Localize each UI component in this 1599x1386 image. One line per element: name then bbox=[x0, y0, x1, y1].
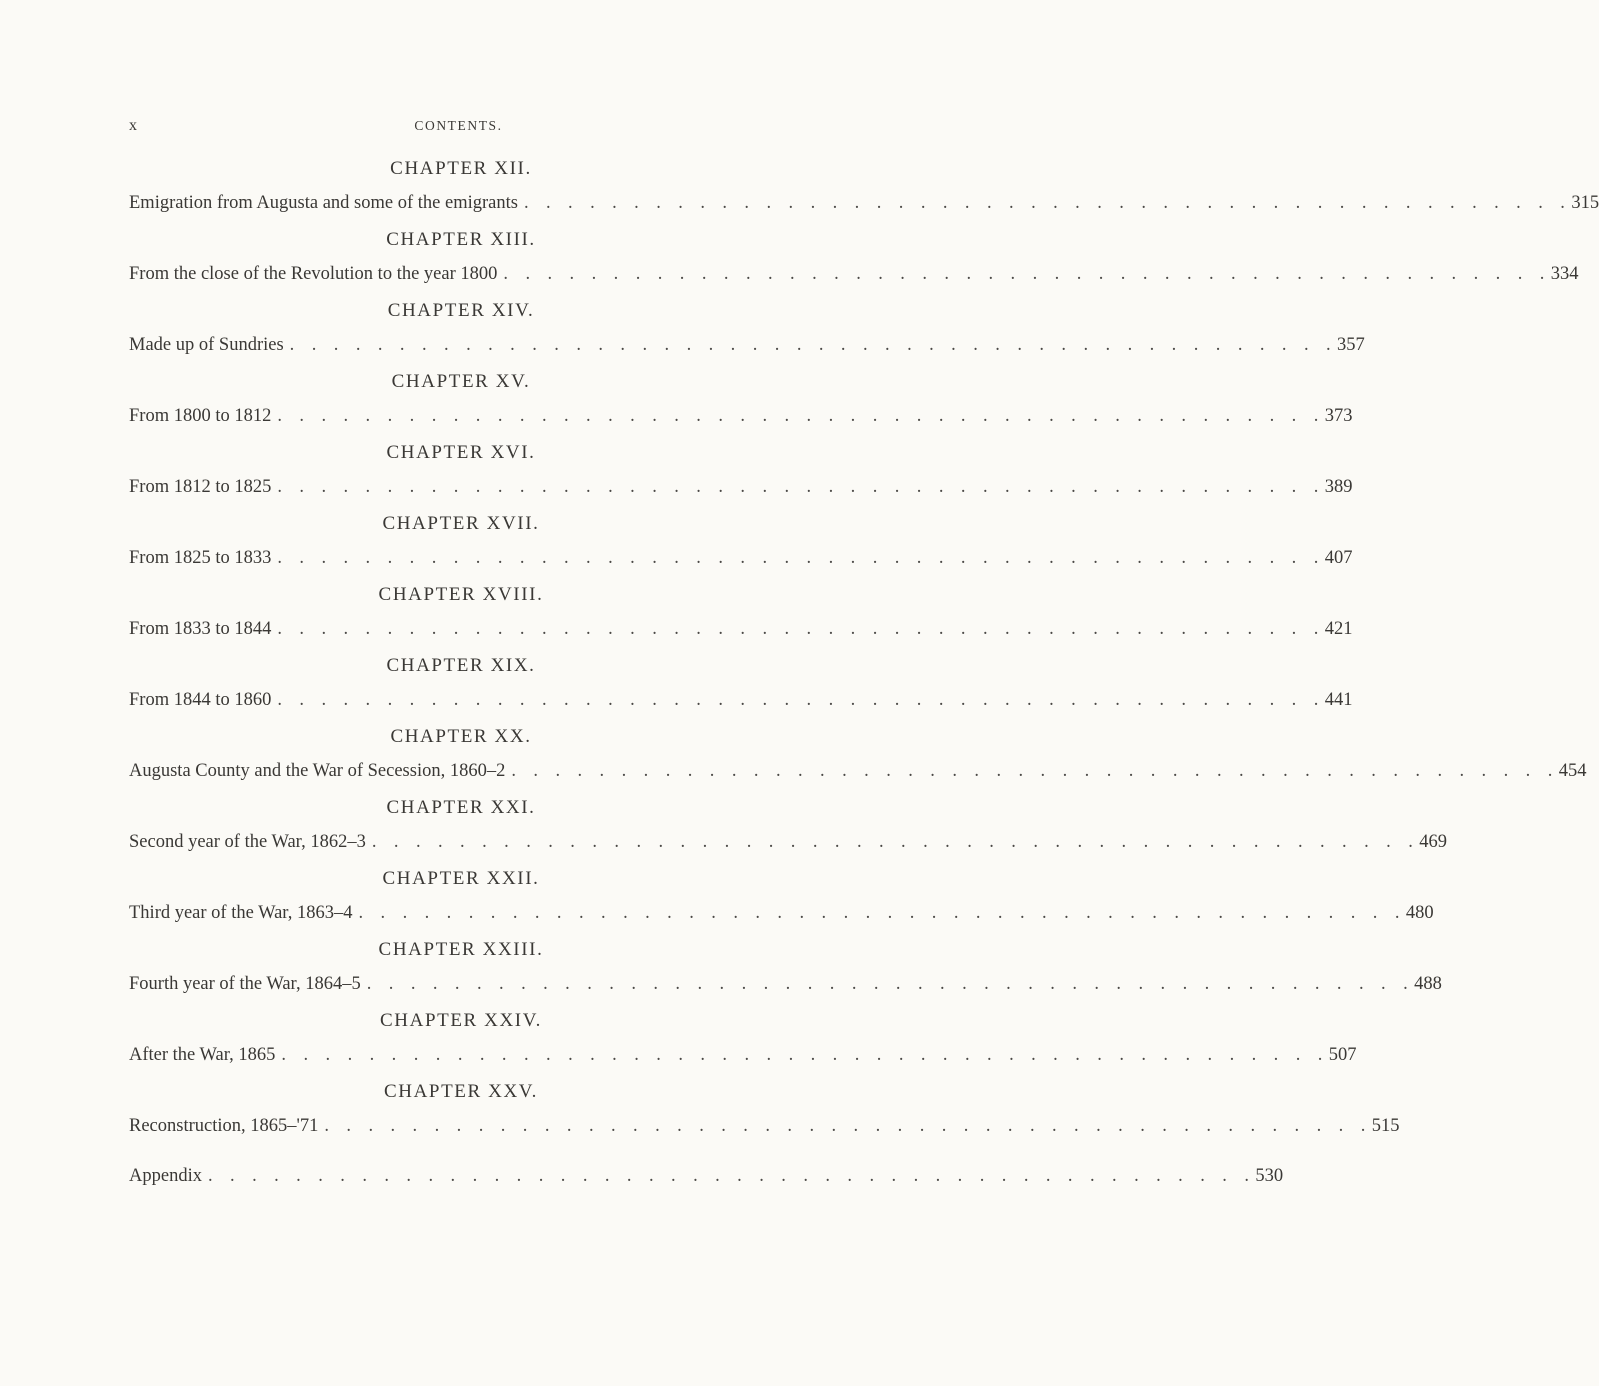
chapter-block bbox=[129, 581, 1353, 652]
page-number: 315 bbox=[1571, 193, 1599, 213]
dot-leader: . . . . . . . . . . . . . . . . . . . . . . . . . . . . . . . . . . . . . . . . . . . . . . . . bbox=[503, 264, 1551, 284]
dot-leader: . . . . . . . . . . . . . . . . . . . . . . . . . . . . . . . . . . . . . . . . . . . . . . . . bbox=[277, 406, 1325, 426]
chapter-block bbox=[129, 936, 1442, 1007]
entry-title: From 1800 to 1812 bbox=[129, 406, 272, 426]
chapter-block bbox=[129, 865, 1434, 936]
chapter-heading: CHAPTER XXI. bbox=[386, 797, 536, 818]
entry-title: Fourth year of the War, 1864–5 bbox=[129, 974, 361, 994]
toc-entry bbox=[129, 1105, 1400, 1149]
chapter-block bbox=[129, 510, 1353, 581]
chapter-heading: CHAPTER XXII. bbox=[382, 868, 540, 889]
entry-title: Reconstruction, 1865–'71 bbox=[129, 1116, 319, 1136]
entry-title: Augusta County and the War of Secession, 1860–2 bbox=[129, 761, 506, 781]
dot-leader: . . . . . . . . . . . . . . . . . . . . . . . . . . . . . . . . . . . . . . . . . . . . . . . . bbox=[281, 1045, 1329, 1065]
chapter-block bbox=[129, 226, 1579, 297]
dot-leader: . . . . . . . . . . . . . . . . . . . . . . . . . . . . . . . . . . . . . . . . . . . . . . . . bbox=[277, 619, 1325, 639]
table-of-contents bbox=[129, 155, 1599, 1199]
page-number: 357 bbox=[1337, 335, 1365, 355]
entry-title: From 1844 to 1860 bbox=[129, 690, 272, 710]
page-number: 515 bbox=[1371, 1116, 1400, 1136]
chapter-heading: CHAPTER XXIV. bbox=[380, 1010, 542, 1031]
page-number: 421 bbox=[1324, 619, 1353, 639]
page-number: 407 bbox=[1324, 548, 1353, 568]
chapter-heading: CHAPTER XIV. bbox=[387, 300, 535, 321]
chapter-block bbox=[129, 155, 1599, 226]
toc-entry bbox=[129, 679, 1353, 723]
chapter-block bbox=[129, 794, 1447, 865]
toc-entry bbox=[129, 821, 1447, 865]
chapter-heading: CHAPTER XV. bbox=[391, 371, 531, 392]
dot-leader: . . . . . . . . . . . . . . . . . . . . . . . . . . . . . . . . . . . . . . . . . . . . . . . . bbox=[324, 1116, 1372, 1136]
entry-title: From 1833 to 1844 bbox=[129, 619, 272, 639]
chapter-heading: CHAPTER XIX. bbox=[386, 655, 536, 676]
toc-entry-appendix bbox=[129, 1155, 1284, 1199]
page-number: 454 bbox=[1558, 761, 1587, 781]
entry-title: Third year of the War, 1863–4 bbox=[129, 903, 353, 923]
chapter-heading: CHAPTER XII. bbox=[390, 158, 532, 179]
dot-leader: . . . . . . . . . . . . . . . . . . . . . . . . . . . . . . . . . . . . . . . . . . . . . . . . bbox=[277, 477, 1325, 497]
toc-entry bbox=[129, 324, 1365, 368]
toc-entry bbox=[129, 395, 1353, 439]
page-number: 334 bbox=[1550, 264, 1579, 284]
dot-leader: . . . . . . . . . . . . . . . . . . . . . . . . . . . . . . . . . . . . . . . . . . . . . . . . bbox=[207, 1166, 1256, 1186]
chapter-block bbox=[129, 1007, 1357, 1078]
page-number: 488 bbox=[1414, 974, 1442, 994]
toc-entry bbox=[129, 537, 1353, 581]
page-header bbox=[129, 117, 778, 137]
entry-title: From 1825 to 1833 bbox=[129, 548, 272, 568]
chapter-block bbox=[129, 652, 1353, 723]
chapter-heading: CHAPTER XVIII. bbox=[378, 584, 544, 605]
page-number: 373 bbox=[1324, 406, 1353, 426]
entry-title: Second year of the War, 1862–3 bbox=[129, 832, 366, 852]
entry-title: After the War, 1865 bbox=[129, 1045, 276, 1065]
dot-leader: . . . . . . . . . . . . . . . . . . . . . . . . . . . . . . . . . . . . . . . . . . . . . . . . bbox=[289, 335, 1338, 355]
entry-title: Emigration from Augusta and some of the emigrants bbox=[129, 193, 518, 213]
page-number: 441 bbox=[1324, 690, 1353, 710]
toc-entry bbox=[129, 1034, 1357, 1078]
toc-entry bbox=[129, 963, 1442, 1007]
chapter-block bbox=[129, 1078, 1400, 1149]
chapter-heading: CHAPTER XVII. bbox=[382, 513, 540, 534]
dot-leader: . . . . . . . . . . . . . . . . . . . . . . . . . . . . . . . . . . . . . . . . . . . . . . . . bbox=[371, 832, 1420, 852]
chapter-block bbox=[129, 297, 1365, 368]
entry-title: Appendix bbox=[129, 1166, 202, 1186]
page-number: 480 bbox=[1405, 903, 1434, 923]
page-folio: x bbox=[129, 117, 138, 134]
chapter-block bbox=[129, 723, 1587, 794]
dot-leader: . . . . . . . . . . . . . . . . . . . . . . . . . . . . . . . . . . . . . . . . . . . . . . . . bbox=[277, 690, 1325, 710]
page-number: 389 bbox=[1324, 477, 1353, 497]
dot-leader: . . . . . . . . . . . . . . . . . . . . . . . . . . . . . . . . . . . . . . . . . . . . . . . . bbox=[358, 903, 1406, 923]
entry-title: Made up of Sundries bbox=[129, 335, 284, 355]
toc-entry bbox=[129, 608, 1353, 652]
dot-leader: . . . . . . . . . . . . . . . . . . . . . . . . . . . . . . . . . . . . . . . . . . . . . . . . bbox=[511, 761, 1559, 781]
page-number: 469 bbox=[1419, 832, 1447, 852]
toc-entry bbox=[129, 182, 1599, 226]
dot-leader: . . . . . . . . . . . . . . . . . . . . . . . . . . . . . . . . . . . . . . . . . . . . . . . . bbox=[277, 548, 1325, 568]
chapter-heading: CHAPTER XVI. bbox=[386, 442, 536, 463]
chapter-heading: CHAPTER XXIII. bbox=[378, 939, 544, 960]
chapter-heading: CHAPTER XIII. bbox=[386, 229, 536, 250]
dot-leader: . . . . . . . . . . . . . . . . . . . . . . . . . . . . . . . . . . . . . . . . . . . . . . . . bbox=[366, 974, 1415, 994]
chapter-heading: CHAPTER XX. bbox=[390, 726, 532, 747]
entry-title: From 1812 to 1825 bbox=[129, 477, 272, 497]
toc-entry bbox=[129, 253, 1579, 297]
toc-entry bbox=[129, 750, 1587, 794]
chapter-heading: CHAPTER XXV. bbox=[384, 1081, 538, 1102]
entry-title: From the close of the Revolution to the year 1800 bbox=[129, 264, 498, 284]
page-number: 507 bbox=[1328, 1045, 1357, 1065]
chapter-block bbox=[129, 439, 1353, 510]
running-title: CONTENTS. bbox=[414, 118, 503, 133]
page-number: 530 bbox=[1255, 1166, 1284, 1186]
toc-entry bbox=[129, 466, 1353, 510]
toc-entry bbox=[129, 892, 1434, 936]
dot-leader: . . . . . . . . . . . . . . . . . . . . . . . . . . . . . . . . . . . . . . . . . . . . . . . . bbox=[523, 193, 1572, 213]
chapter-block bbox=[129, 368, 1353, 439]
